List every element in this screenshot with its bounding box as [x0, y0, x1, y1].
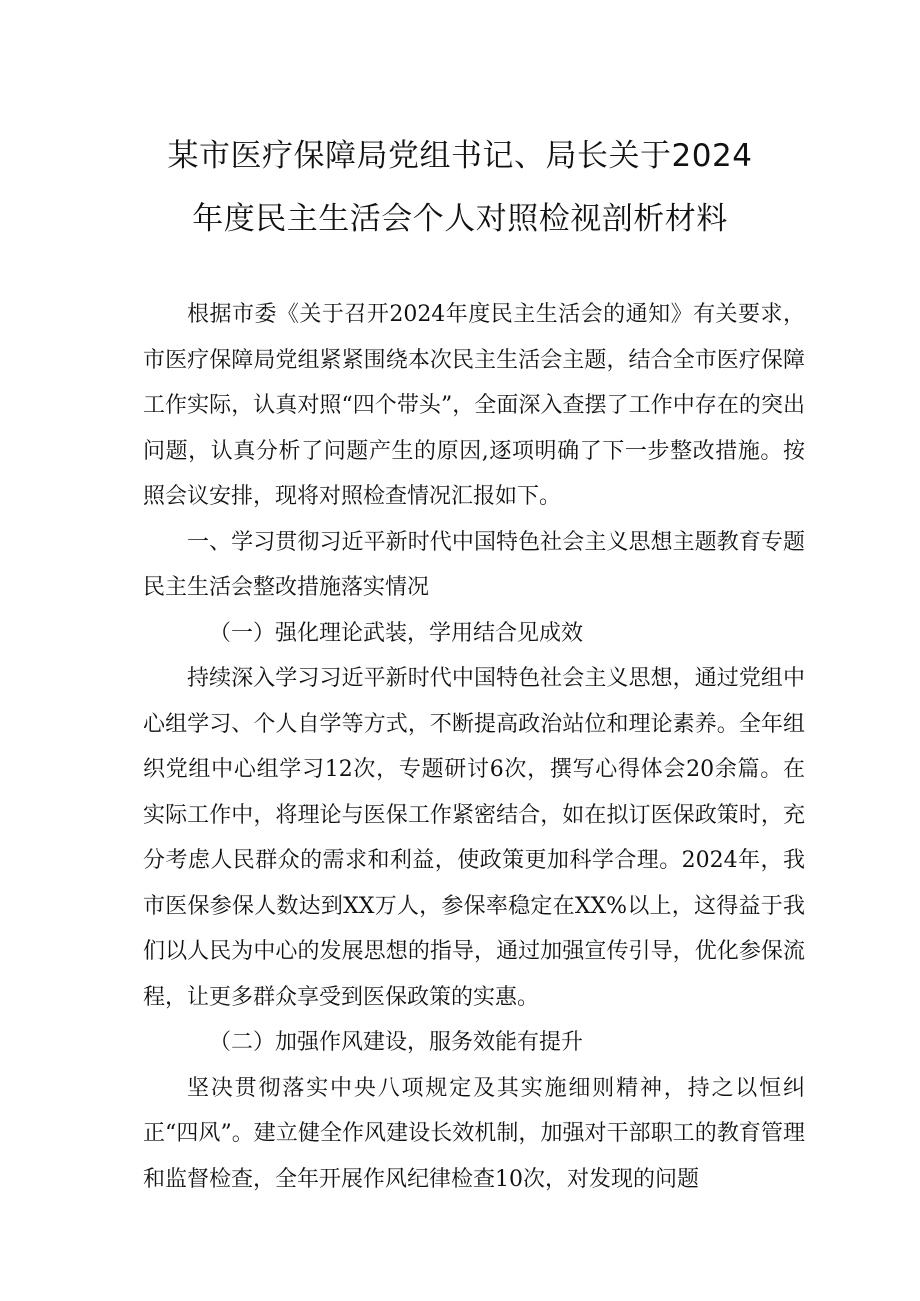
intro-paragraph: 根据市委《关于召开2024年度民主生活会的通知》有关要求，市医疗保障局党组紧紧围绕本次民主生活会主题，结合全市医疗保障工作实际，认真对照“四个带头”，全面深入查摆了工作中存在的突出问题，认真分析了问题产生的原因,逐项明确了下一步整改措施。按照会议安排，现将对照检查情况汇报如下。 [143, 302, 805, 509]
body-paragraph-2: 坚决贯彻落实中央八项规定及其实施细则精神，持之以恒纠正“四风”。建立健全作风建设长效机制，加强对干部职工的教育管理和监督检查，全年开展作风纪律检查10次，对发现的问题 [143, 1075, 805, 1192]
document-title-line-1: 某市医疗保障局党组书记、局长关于2024 [167, 138, 753, 174]
body-paragraph-1: 持续深入学习习近平新时代中国特色社会主义思想，通过党组中心组学习、个人自学等方式，不断提高政治站位和理论素养。全年组织党组中心组学习12次，专题研讨6次，撰写心得体会20余篇。在实际工作中，将理论与医保工作紧密结合，如在拟订医保政策时，充分考虑人民群众的需求和利益，使政策更加科学合理。2024年，我市医保参保人数达到XX万人，参保率稳定在XX%以上，这得益于我们以人民为中心的发展思想的指导，通过加强宣传引导，优化参保流程，让更多群众享受到医保政策的实惠。 [143, 666, 805, 1010]
document-title-line-2: 年度民主生活会个人对照检视剖析材料 [192, 201, 728, 237]
subsection-heading-1: （一）强化理论武装，学用结合见成效 [209, 620, 584, 646]
section-heading-1: 一、学习贯彻习近平新时代中国特色社会主义思想主题教育专题民主生活会整改措施落实情况 [143, 529, 805, 600]
document-body [143, 292, 805, 1202]
subsection-heading-2: （二）加强作风建设，服务效能有提升 [209, 1030, 584, 1055]
